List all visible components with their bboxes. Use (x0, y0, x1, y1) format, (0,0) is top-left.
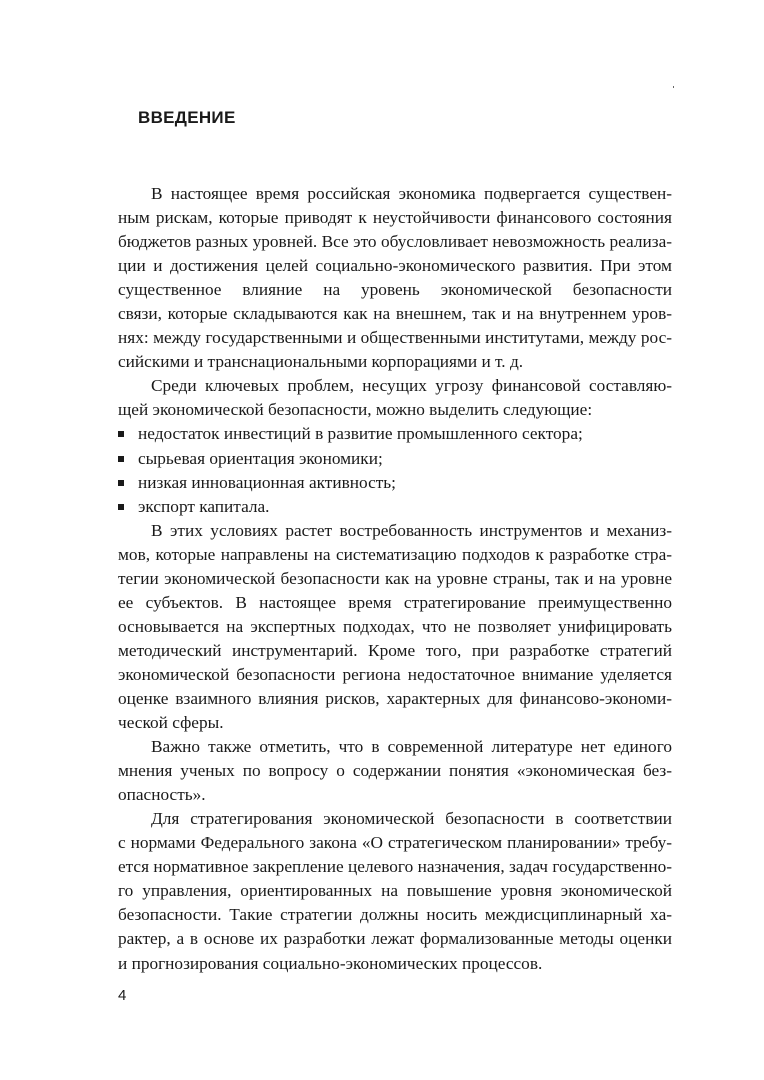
text-line: ческой сферы. (118, 713, 224, 733)
text-line: Для стратегирования экономической безопасности в соответствии (151, 809, 672, 829)
bullet-square-icon (118, 480, 124, 486)
text-line: го управления, ориентированных на повышение уровня экономической (118, 881, 672, 901)
text-line: В настоящее время российская экономика подвергается существен- (151, 184, 672, 203)
text-line: безопасности. Такие стратегии должны носить междисциплинарный ха- (118, 905, 672, 925)
text-line: оценке взаимного влияния рисков, характерных для финансово-экономи- (118, 688, 672, 708)
text-line: бюджетов разных уровней. Все это обусловливает невозможность реализа- (118, 232, 672, 252)
text-line: опасность». (118, 785, 206, 805)
paragraph-2 (118, 374, 672, 422)
paragraph-3 (118, 519, 672, 735)
text-line: мнения ученых по вопросу о содержании понятия «экономическая без- (118, 761, 672, 781)
list-item (118, 422, 672, 446)
text-line: тегии экономической безопасности как на уровне страны, так и на уровне (118, 568, 672, 588)
bullet-list (118, 422, 672, 518)
text-line: сийскими и транснациональными корпорациями и т. д. (118, 352, 524, 372)
text-line: щей экономической безопасности, можно выделить следующие: (118, 400, 593, 420)
list-item-text: экспорт капитала. (138, 496, 270, 516)
text-line: и прогнозирования социально-экономических процессов. (118, 953, 543, 973)
text-line: ется нормативное закрепление целевого назначения, задач государственно- (118, 857, 672, 877)
text-line: экономической безопасности региона недостаточное внимание уделяется (118, 664, 672, 684)
text-line: ее субъектов. В настоящее время стратегирование преимущественно (118, 592, 672, 612)
paragraph-5 (118, 807, 672, 975)
text-line: мов, которые направлены на систематизацию подходов к разработке стра- (118, 544, 672, 564)
text-line: нях: между государственными и общественными институтами, между рос- (118, 328, 672, 348)
text-line: ным рискам, которые приводят к неустойчивости финансового состояния (118, 208, 672, 228)
paragraph-4 (118, 735, 672, 807)
bullet-square-icon (118, 431, 124, 437)
text-line: рактер, а в основе их разработки лежат формализованные методы оценки (118, 929, 672, 949)
text-line: Важно также отметить, что в современной литературе нет единого (151, 737, 672, 757)
list-item-text: недостаток инвестиций в развитие промышленного сектора; (138, 424, 583, 444)
paragraph-1 (118, 182, 672, 374)
page-number: 4 (118, 987, 127, 1004)
list-item-text: сырьевая ориентация экономики; (138, 448, 383, 468)
section-heading: ВВЕДЕНИЕ (138, 108, 236, 127)
list-item (118, 447, 672, 471)
corner-mark (673, 86, 674, 88)
text-line: с нормами Федерального закона «О стратегическом планировании» требу- (118, 833, 672, 853)
bullet-square-icon (118, 456, 124, 462)
text-line: методический инструментарий. Кроме того, при разработке стратегий (118, 640, 672, 660)
list-item (118, 495, 672, 519)
text-line: ции и достижения целей социально-экономического развития. При этом (118, 256, 672, 276)
list-item-text: низкая инновационная активность; (138, 472, 396, 492)
list-item (118, 471, 672, 495)
text-line: основывается на экспертных подходах, что не позволяет унифицировать (118, 616, 672, 636)
body-text (118, 182, 672, 976)
bullet-square-icon (118, 504, 124, 510)
text-line: связи, которые складываются как на внешнем, так и на внутреннем уров- (118, 304, 672, 324)
text-line: В этих условиях растет востребованность инструментов и механиз- (151, 520, 672, 540)
text-line: Среди ключевых проблем, несущих угрозу финансовой составляю- (151, 376, 672, 396)
text-line: существенное влияние на уровень экономической безопасности (118, 280, 672, 300)
